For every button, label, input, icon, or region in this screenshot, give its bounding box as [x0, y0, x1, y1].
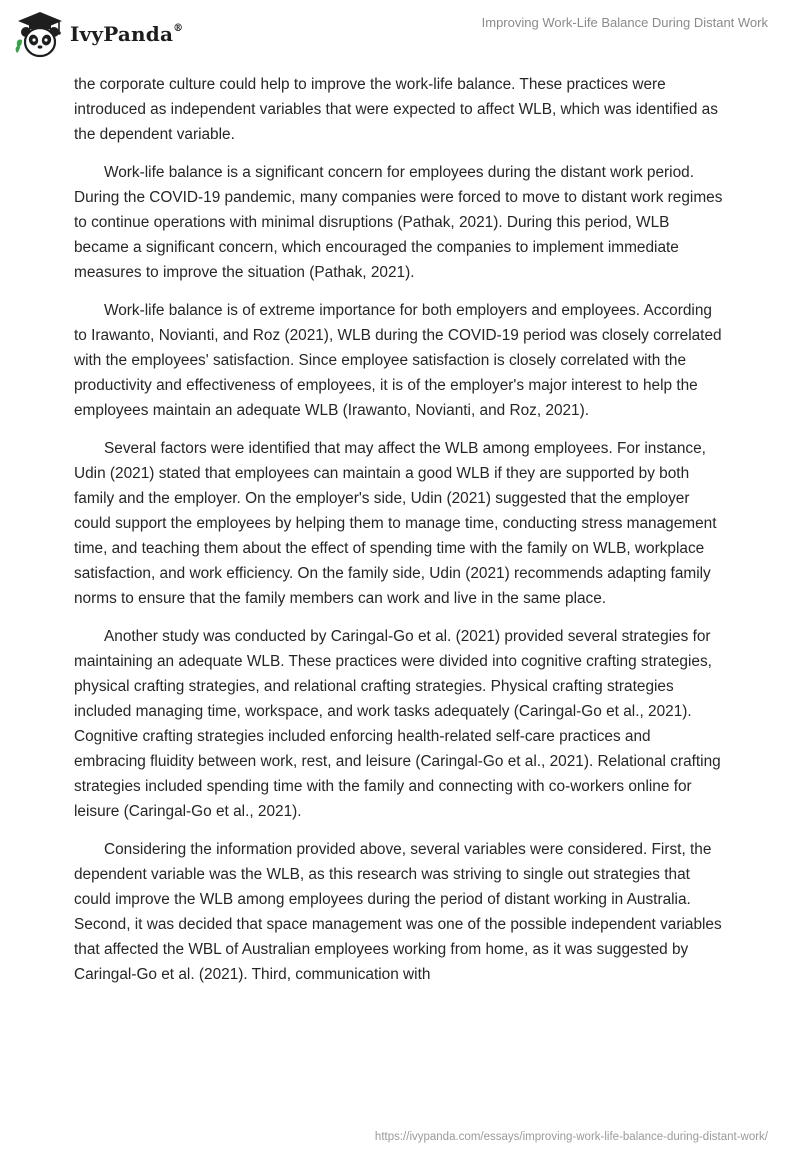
- paragraph-4: Several factors were identified that may affect the WLB among employees. For instance, Udin (2021) stated that employees can maintain a good WLB if they are supported by both family and the employer. On the employer's side, Udin (2021) suggested that the employer could support the employees by helping them to manage time, conducting stress management time, and teaching them about the effect of spending time with the family on WLB, workplace satisfaction, and work efficiency. On the family side, Udin (2021) recommends adapting family norms to ensure that the family members can work and live in the same place.: [74, 440, 717, 607]
- paragraph-3: Work-life balance is of extreme importance for both employers and employees. According to Irawanto, Novianti, and Roz (2021), WLB during the COVID-19 period was closely correlated with the employees' satisfaction. Since employee satisfaction is closely correlated with the productivity and effectiveness of employees, it is of the employer's major interest to help the employees maintain an adequate WLB (Irawanto, Novianti, and Roz, 2021).: [74, 302, 722, 419]
- source-url[interactable]: https://ivypanda.com/essays/improving-work-life-balance-during-distant-work/: [374, 1131, 768, 1143]
- paragraph-5: Another study was conducted by Caringal-Go et al. (2021) provided several strategies for maintaining an adequate WLB. These practices were divided into cognitive crafting strategies, physical crafting strategies, and relational crafting strategies. Physical crafting strategies included managing time, workspace, and work tasks adequately (Caringal-Go et al., 2021). Cognitive crafting strategies included enforcing health-related self-care practices and embracing fluidity between work, rest, and leisure (Caringal-Go et al., 2021). Relational crafting strategies included spending time with the family and connecting with co-workers online for leisure (Caringal-Go et al., 2021).: [74, 628, 721, 820]
- panda-graduate-icon: [14, 8, 66, 60]
- paragraph-6: Considering the information provided above, several variables were considered. First, the dependent variable was the WLB, as this research was striving to single out strategies that could improve the WLB among employees during the period of distant working in Australia. Second, it was decided that space management was one of the possible independent variables that affected the WBL of Australian employees working from home, as it was suggested by Caringal-Go et al. (2021). Third, communication with: [74, 841, 722, 983]
- paragraph-1: the corporate culture could help to improve the work-life balance. These practices were introduced as independent variables that were expected to affect WLB, which was identified as the dependent variable.: [74, 76, 718, 143]
- essay-body: [74, 72, 724, 1000]
- brand-name: IvyPanda®: [70, 22, 184, 46]
- document-title: Improving Work-Life Balance During Distant Work: [481, 15, 768, 30]
- ivypanda-logo[interactable]: [14, 8, 183, 60]
- paragraph-2: Work-life balance is a significant concern for employees during the distant work period. During the COVID-19 pandemic, many companies were forced to move to distant work regimes to continue operations with minimal disruptions (Pathak, 2021). During this period, WLB became a significant concern, which encouraged the companies to implement immediate measures to improve the situation (Pathak, 2021).: [74, 164, 723, 281]
- page-header: [0, 0, 800, 70]
